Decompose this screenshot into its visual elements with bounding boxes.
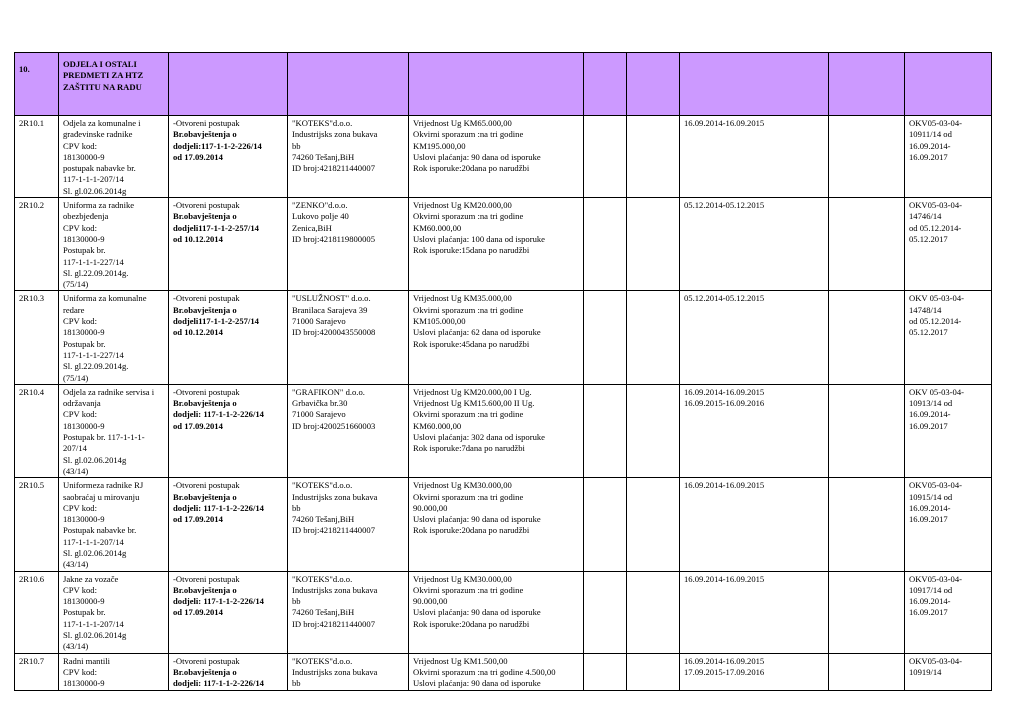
value-line: Vrijednost Ug KM20.000,00	[413, 200, 512, 211]
item-line: 18130000-9	[63, 596, 105, 607]
award-notice-line: Br.obavještenja o	[173, 398, 237, 409]
item-line: Postupak br.	[63, 338, 106, 349]
contract-line: OKV05-03-04-	[909, 200, 962, 211]
contract-number-cell	[905, 116, 992, 198]
supplier-line: Zenica,BiH	[292, 222, 332, 233]
supplier-line: bb	[292, 502, 301, 513]
contract-line: 16.09.2017	[909, 607, 948, 618]
period-line: 16.09.2014-16.09.2015	[684, 118, 765, 128]
award-notice-line: Br.obavještenja o	[173, 584, 237, 595]
supplier-line: ID broj:4218211440007	[292, 525, 375, 536]
supplier-line: 74260 Tešanj,BiH	[292, 151, 355, 162]
empty-cell	[829, 653, 905, 690]
period-cell	[680, 291, 829, 384]
item-description	[59, 291, 169, 384]
row-code	[15, 384, 59, 477]
contract-number-cell	[905, 571, 992, 653]
table-row	[15, 653, 992, 690]
contract-line: 16.09.2014-	[909, 140, 951, 151]
item-line: Postupak br.	[63, 607, 106, 618]
section-title: ODJELA I OSTALI PREDMETI ZA HTZ ZAŠTITU NA RADU	[59, 53, 169, 116]
empty-cell	[627, 571, 680, 653]
supplier-line: 71000 Sarajevo	[292, 316, 346, 327]
contract-line: 16.09.2014-	[909, 409, 951, 420]
item-description	[59, 478, 169, 571]
item-line: 117-1-1-1-227/14	[63, 256, 124, 267]
contract-value-cell	[409, 653, 584, 690]
procedure-cell	[169, 571, 288, 653]
empty-cell	[829, 384, 905, 477]
table-row	[15, 571, 992, 653]
award-notice-line: od 17.09.2014	[173, 514, 223, 525]
item-line: (43/14)	[63, 465, 89, 476]
row-code-text: 2R10.6	[19, 573, 45, 584]
contract-line: OKV 05-03-04-	[909, 293, 964, 304]
period-cell	[680, 478, 829, 571]
header-cell	[680, 53, 829, 116]
item-line: CPV kod:	[63, 584, 97, 595]
item-line: Odjela za radnike servisa i održavanja	[63, 386, 155, 409]
item-line: Postupak br. 117-1-1-1-207/14	[63, 432, 145, 454]
award-notice-line: od 10.12.2014	[173, 327, 223, 338]
period-cell	[680, 384, 829, 477]
contract-value-cell	[409, 116, 584, 198]
empty-cell	[627, 291, 680, 384]
row-code	[15, 478, 59, 571]
contract-line: 10919/14	[909, 666, 942, 677]
supplier-line: ID broj:4200043550008	[292, 327, 376, 338]
award-notice-line: dodjeli: 117-1-1-2-226/14	[173, 596, 264, 607]
value-line: Okvirni sporazum :na tri godine 4.500,00	[413, 666, 556, 677]
row-code	[15, 291, 59, 384]
item-line: Postupak br.	[63, 245, 106, 256]
empty-cell	[584, 384, 627, 477]
period-line: 17.09.2015-17.09.2016	[684, 666, 765, 677]
contract-line: OKV 05-03-04-	[909, 386, 964, 397]
item-line: (75/14)	[63, 279, 89, 290]
procedure-type: -Otvoreni postupak	[173, 386, 240, 397]
item-line: Uniforma za komunalne redare	[63, 293, 147, 315]
value-line: Rok isporuke:45dana po narudžbi	[413, 338, 530, 349]
supplier-line: bb	[292, 678, 301, 689]
empty-cell	[627, 653, 680, 690]
contract-value-cell	[409, 571, 584, 653]
contract-number-cell	[905, 384, 992, 477]
empty-cell	[584, 571, 627, 653]
item-line: (43/14)	[63, 641, 89, 652]
contract-line: 14748/14	[909, 304, 942, 315]
item-line: (75/14)	[63, 372, 89, 383]
supplier-cell	[288, 478, 409, 571]
supplier-cell	[288, 571, 409, 653]
item-description	[59, 198, 169, 291]
value-line: Rok isporuke:20dana po narudžbi	[413, 163, 530, 174]
value-line: 90.000,00	[413, 502, 448, 513]
period-cell	[680, 571, 829, 653]
value-line: KM105.000,00	[413, 316, 466, 327]
contract-value-cell	[409, 384, 584, 477]
item-line: 117-1-1-1-227/14	[63, 349, 124, 360]
row-code	[15, 116, 59, 198]
empty-cell	[829, 571, 905, 653]
contract-line: OKV05-03-04-	[909, 118, 962, 128]
value-line: Vrijednost Ug KM35.000,00	[413, 293, 512, 304]
award-notice-line: Br.obavještenja o	[173, 211, 237, 222]
table-row	[15, 116, 992, 198]
procedure-cell	[169, 198, 288, 291]
value-line: Uslovi plaćanja: 302 dana od isporuke	[413, 432, 545, 443]
value-line: Vrijednost Ug KM20.000,00 I Ug.	[413, 386, 532, 397]
item-line: 117-1-1-1-207/14	[63, 174, 124, 185]
item-line: Sl. gl.02.06.2014g	[63, 185, 127, 196]
item-line: Sl. gl.02.06.2014g	[63, 454, 127, 465]
value-line: Rok isporuke:20dana po narudžbi	[413, 618, 530, 629]
header-cell	[905, 53, 992, 116]
contract-line: OKV05-03-04-	[909, 573, 962, 584]
supplier-line: "ZENKO"d.o.o.	[292, 200, 348, 211]
empty-cell	[829, 291, 905, 384]
item-line: Uniformeza radnike RJ saobraćaj u mirovanju	[63, 480, 144, 502]
value-line: KM195.000,00	[413, 140, 466, 151]
row-code-text: 2R10.4	[19, 386, 45, 397]
value-line: Uslovi plaćanja: 90 dana od isporuke	[413, 514, 541, 525]
award-notice-line: Br.obavještenja o	[173, 304, 237, 315]
contract-number-cell	[905, 653, 992, 690]
value-line: KM60.000,00	[413, 420, 462, 431]
supplier-line: Grbavička br.30	[292, 398, 348, 409]
procedure-cell	[169, 653, 288, 690]
value-line: Uslovi plaćanja: 90 dana od isporuke	[413, 607, 541, 618]
item-description	[59, 116, 169, 198]
table-row	[15, 478, 992, 571]
item-line: Sl. gl.02.06.2014g	[63, 547, 127, 558]
contract-line: 05.12.2017	[909, 233, 948, 244]
period-line: 05.12.2014-05.12.2015	[684, 200, 765, 211]
table-row	[15, 198, 992, 291]
empty-cell	[584, 116, 627, 198]
procedure-type: -Otvoreni postupak	[173, 573, 240, 584]
supplier-line: ID broj:4218119800005	[292, 233, 375, 244]
contract-line: 10911/14 od	[909, 129, 952, 140]
supplier-line: "KOTEKS"d.o.o.	[292, 118, 353, 128]
award-notice-line: dodjeli: 117-1-1-2-226/14	[173, 678, 264, 689]
item-line: CPV kod:	[63, 316, 97, 327]
value-line: Vrijednost Ug KM30.000,00	[413, 480, 512, 491]
row-code-text: 2R10.1	[19, 118, 45, 128]
contract-value-cell	[409, 478, 584, 571]
award-notice-line: od 17.09.2014	[173, 151, 223, 162]
section-number: 10.	[15, 53, 59, 116]
period-line: 16.09.2014-16.09.2015	[684, 573, 765, 584]
award-notice-line: od 17.09.2014	[173, 420, 223, 431]
empty-cell	[584, 653, 627, 690]
supplier-line: ID broj:4218211440007	[292, 163, 375, 174]
value-line: Vrijednost Ug KM1.500,00	[413, 655, 508, 666]
header-cell	[627, 53, 680, 116]
item-line: 18130000-9	[63, 151, 105, 162]
table-row	[15, 291, 992, 384]
procedure-type: -Otvoreni postupak	[173, 200, 240, 211]
item-line: Sl. gl.02.06.2014g	[63, 630, 127, 641]
value-line: Vrijednost Ug KM30.000,00	[413, 573, 512, 584]
value-line: Rok isporuke:15dana po narudžbi	[413, 245, 530, 256]
supplier-line: Industrijsks zona bukava	[292, 129, 378, 140]
contract-line: 10915/14 od	[909, 491, 953, 502]
empty-cell	[627, 198, 680, 291]
award-notice-line: Br.obavještenja o	[173, 491, 237, 502]
supplier-cell	[288, 384, 409, 477]
value-line: Uslovi plaćanja: 90 dana od isporuke	[413, 151, 541, 162]
item-line: CPV kod:	[63, 222, 97, 233]
value-line: Okvirni sporazum :na tri godine	[413, 491, 524, 502]
award-notice-line: dodjeli117-1-1-2-257/14	[173, 222, 259, 233]
value-line: Okvirni sporazum :na tri godine	[413, 211, 524, 222]
supplier-cell	[288, 198, 409, 291]
procedure-type: -Otvoreni postupak	[173, 480, 240, 491]
award-notice-line: Br.obavještenja o	[173, 666, 237, 677]
contract-line: od 05.12.2014-	[909, 222, 962, 233]
supplier-cell	[288, 291, 409, 384]
contract-line: 16.09.2014-	[909, 502, 951, 513]
award-notice-line: dodjeli:117-1-1-2-226/14	[173, 140, 262, 151]
procedure-cell	[169, 291, 288, 384]
supplier-line: Industrijsks zona bukava	[292, 584, 378, 595]
contract-number-cell	[905, 198, 992, 291]
supplier-line: bb	[292, 596, 301, 607]
item-description	[59, 653, 169, 690]
period-line: 16.09.2014-16.09.2015	[684, 655, 765, 666]
item-line: 117-1-1-1-207/14	[63, 536, 124, 547]
supplier-line: "KOTEKS"d.o.o.	[292, 573, 353, 584]
contract-line: OKV05-03-04-	[909, 655, 962, 666]
supplier-line: 71000 Sarajevo	[292, 409, 346, 420]
supplier-line: ID broj:4218211440007	[292, 618, 375, 629]
period-cell	[680, 653, 829, 690]
supplier-line: Industrijsks zona bukava	[292, 666, 378, 677]
contract-number-cell	[905, 291, 992, 384]
item-line: Odjela za komunalne i građevinske radnike	[63, 118, 141, 140]
section-header-row	[15, 53, 992, 116]
award-notice-line: Br.obavještenja o	[173, 129, 237, 140]
supplier-line: Lukovo polje 40	[292, 211, 349, 222]
item-line: 117-1-1-1-207/14	[63, 618, 124, 629]
item-line: Radni mantili	[63, 655, 111, 666]
award-notice-line: dodjeli117-1-1-2-257/14	[173, 316, 259, 327]
value-line: KM60.000,00	[413, 222, 462, 233]
item-line: 18130000-9	[63, 420, 105, 431]
value-line: Uslovi plaćanja: 90 dana od isporuke	[413, 678, 541, 689]
procedure-cell	[169, 384, 288, 477]
empty-cell	[584, 291, 627, 384]
empty-cell	[829, 116, 905, 198]
item-line: Jakne za vozače	[63, 573, 119, 584]
item-line: 18130000-9	[63, 233, 105, 244]
value-line: Uslovi plaćanja: 100 dana od isporuke	[413, 233, 545, 244]
period-line: 16.09.2014-16.09.2015	[684, 480, 765, 491]
period-line: 16.09.2015-16.09.2016	[684, 398, 765, 409]
contract-number-cell	[905, 478, 992, 571]
supplier-line: "GRAFIKON" d.o.o.	[292, 386, 365, 397]
value-line: Okvirni sporazum :na tri godine	[413, 304, 524, 315]
award-notice-line: dodjeli: 117-1-1-2-226/14	[173, 409, 264, 420]
empty-cell	[627, 384, 680, 477]
award-notice-line: dodjeli: 117-1-1-2-226/14	[173, 502, 264, 513]
supplier-line: ID broj:4200251660003	[292, 420, 376, 431]
item-description	[59, 384, 169, 477]
header-cell	[409, 53, 584, 116]
value-line: Okvirni sporazum :na tri godine	[413, 584, 524, 595]
procedure-cell	[169, 116, 288, 198]
empty-cell	[829, 478, 905, 571]
award-notice-line: od 10.12.2014	[173, 233, 223, 244]
value-line: 90.000,00	[413, 596, 448, 607]
contract-line: 10913/14 od	[909, 398, 953, 409]
row-code-text: 2R10.7	[19, 655, 45, 666]
empty-cell	[584, 198, 627, 291]
procedure-type: -Otvoreni postupak	[173, 118, 240, 128]
period-cell	[680, 198, 829, 291]
supplier-line: "KOTEKS"d.o.o.	[292, 480, 353, 491]
supplier-line: Industrijsks zona bukava	[292, 491, 378, 502]
row-code	[15, 653, 59, 690]
contract-line: 16.09.2017	[909, 514, 948, 525]
item-line: Sl. gl.22.09.2014g.	[63, 267, 129, 278]
period-cell	[680, 116, 829, 198]
supplier-line: "KOTEKS"d.o.o.	[292, 655, 353, 666]
value-line: Uslovi plaćanja: 62 dana od isporuke	[413, 327, 541, 338]
value-line: Vrijednost Ug KM15.600,00 II Ug.	[413, 398, 535, 409]
supplier-line: 74260 Tešanj,BiH	[292, 607, 355, 618]
value-line: Okvirni sporazum :na tri godine	[413, 129, 524, 140]
supplier-line: bb	[292, 140, 301, 151]
supplier-line: Branilaca Sarajeva 39	[292, 304, 368, 315]
row-code	[15, 571, 59, 653]
value-line: Rok isporuke:7dana po narudžbi	[413, 443, 525, 454]
item-line: CPV kod:	[63, 666, 97, 677]
item-description	[59, 571, 169, 653]
item-line: postupak nabavke br.	[63, 163, 136, 174]
supplier-line: 74260 Tešanj,BiH	[292, 514, 355, 525]
period-line: 16.09.2014-16.09.2015	[684, 386, 765, 397]
row-code	[15, 198, 59, 291]
procedure-type: -Otvoreni postupak	[173, 655, 240, 666]
row-code-text: 2R10.3	[19, 293, 45, 304]
contract-line: 10917/14 od	[909, 584, 953, 595]
header-cell	[584, 53, 627, 116]
procedure-type: -Otvoreni postupak	[173, 293, 240, 304]
row-code-text: 2R10.5	[19, 480, 45, 491]
contract-line: 05.12.2017	[909, 327, 948, 338]
item-line: 18130000-9	[63, 327, 105, 338]
contract-value-cell	[409, 291, 584, 384]
value-line: Okvirni sporazum :na tri godine	[413, 409, 524, 420]
supplier-cell	[288, 653, 409, 690]
period-line: 05.12.2014-05.12.2015	[684, 293, 765, 304]
empty-cell	[627, 116, 680, 198]
contract-value-cell	[409, 198, 584, 291]
contract-line: 16.09.2017	[909, 151, 948, 162]
item-line: CPV kod:	[63, 409, 97, 420]
award-notice-line: od 17.09.2014	[173, 607, 223, 618]
contract-line: 14746/14	[909, 211, 942, 222]
supplier-cell	[288, 116, 409, 198]
row-code-text: 2R10.2	[19, 200, 45, 211]
value-line: Vrijednost Ug KM65.000,00	[413, 118, 512, 128]
header-cell	[288, 53, 409, 116]
empty-cell	[829, 198, 905, 291]
item-line: 18130000-9	[63, 514, 105, 525]
procedure-cell	[169, 478, 288, 571]
supplier-line: "USLUŽNOST" d.o.o.	[292, 293, 371, 304]
item-line: CPV kod:	[63, 140, 97, 151]
item-line: 18130000-9	[63, 678, 105, 689]
contract-line: OKV05-03-04-	[909, 480, 962, 491]
item-line: Postupak nabavke br.	[63, 525, 137, 536]
header-cell	[829, 53, 905, 116]
value-line: Rok isporuke:20dana po narudžbi	[413, 525, 530, 536]
contract-line: od 05.12.2014-	[909, 316, 962, 327]
item-line: CPV kod:	[63, 502, 97, 513]
empty-cell	[584, 478, 627, 571]
item-line: Uniforma za radnike obezbjeđenja	[63, 200, 135, 222]
item-line: Sl. gl.22.09.2014g.	[63, 361, 129, 372]
header-cell	[169, 53, 288, 116]
table-row	[15, 384, 992, 477]
contract-line: 16.09.2014-	[909, 596, 951, 607]
empty-cell	[627, 478, 680, 571]
contract-line: 16.09.2017	[909, 420, 948, 431]
procurement-table	[14, 52, 992, 691]
item-line: (43/14)	[63, 559, 89, 570]
